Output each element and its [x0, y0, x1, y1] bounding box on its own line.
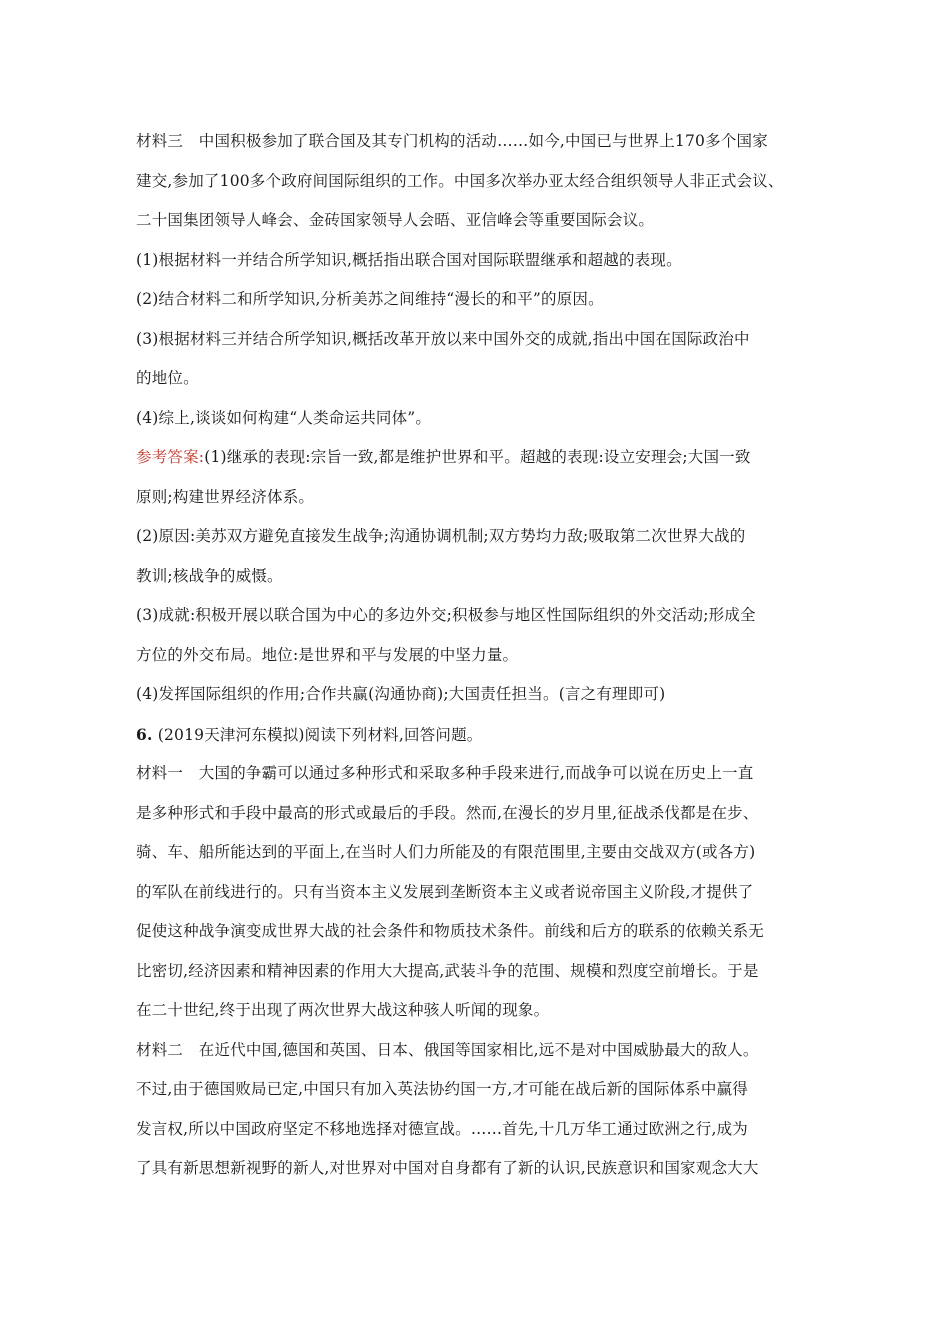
q6-material-2 [136, 1031, 816, 1189]
answer-label: 参考答案: [136, 448, 205, 466]
text-line: 骑、车、船所能达到的平面上,在当时人们力所能及的有限范围里,主要由交战双方(或各方) [136, 843, 756, 861]
question-3: (3)根据材料三并结合所学知识,概括改革开放以来中国外交的成就,指出中国在国际政治中 [136, 329, 750, 348]
question-6-text: (2019天津河东模拟)阅读下列材料,回答问题。 [152, 725, 483, 744]
question-3-continued: 的地位。 [136, 369, 199, 387]
text-line: 的军队在前线进行的。只有当资本主义发展到垄断资本主义或者说帝国主义阶段,才提供了 [136, 882, 754, 901]
material-3 [136, 122, 816, 241]
text-line: 材料一 大国的争霸可以通过多种形式和采取多种手段来进行,而战争可以说在历史上一直 [136, 764, 754, 782]
text-line: 比密切,经济因素和精神因素的作用大大提高,武装斗争的范围、规模和烈度空前增长。于是 [136, 961, 759, 980]
answer-line: 原则;构建世界经济体系。 [136, 487, 315, 506]
text-line: 材料三 中国积极参加了联合国及其专门机构的活动……如今,中国已与世界上170多个国家 [136, 132, 768, 150]
text-line: 建交,参加了100多个政府间国际组织的工作。中国多次举办亚太经合组织领导人非正式会议、 [136, 171, 784, 190]
question-4: (4)综上,谈谈如何构建“人类命运共同体”。 [136, 408, 432, 427]
text-line: 不过,由于德国败局已定,中国只有加入英法协约国一方,才可能在战后新的国际体系中赢得 [136, 1080, 748, 1098]
answer-text: (1)继承的表现:宗旨一致,都是维护世界和平。超越的表现:设立安理会;大国一致 [204, 448, 751, 466]
text-line: 发言权,所以中国政府坚定不移地选择对德宣战。……首先,十几万华工通过欧洲之行,成为 [136, 1119, 748, 1138]
document-page [136, 122, 816, 1189]
text-line: 材料二 在近代中国,德国和英国、日本、俄国等国家相比,远不是对中国威胁最大的敌人。 [136, 1040, 759, 1059]
answer-line: (3)成就:积极开展以联合国为中心的多边外交;积极参与地区性国际组织的外交活动;形成全 [136, 606, 756, 624]
answer-line: 教训;核战争的威慑。 [136, 566, 283, 585]
text-line: 在二十世纪,终于出现了两次世界大战这种骇人听闻的现象。 [136, 1001, 550, 1019]
question-1: (1)根据材料一并结合所学知识,概括指出联合国对国际联盟继承和超越的表现。 [136, 250, 682, 269]
text-line: 是多种形式和手段中最高的形式或最后的手段。然而,在漫长的岁月里,征战杀伐都是在步、 [136, 803, 759, 822]
answer-line: 方位的外交布局。地位:是世界和平与发展的中坚力量。 [136, 645, 519, 664]
answer-line: (2)原因:美苏双方避免直接发生战争;沟通协调机制;双方势均力敌;吸取第二次世界大战的 [136, 527, 746, 545]
question-6-heading [136, 715, 816, 755]
question-2: (2)结合材料二和所学知识,分析美苏之间维持“漫长的和平”的原因。 [136, 290, 604, 308]
question-number: 6. [136, 724, 153, 744]
reference-answer [136, 438, 816, 715]
answer-first-line [136, 438, 816, 478]
question-list [136, 241, 816, 439]
q6-material-1 [136, 754, 816, 1031]
text-line: 促使这种战争演变成世界大战的社会条件和物质技术条件。前线和后方的联系的依赖关系无 [136, 922, 765, 940]
text-line: 了具有新思想新视野的新人,对世界对中国对自身都有了新的认识,民族意识和国家观念大大 [136, 1159, 759, 1177]
answer-line: (4)发挥国际组织的作用;合作共赢(沟通协商);大国责任担当。(言之有理即可) [136, 685, 666, 703]
text-line: 二十国集团领导人峰会、金砖国家领导人会晤、亚信峰会等重要国际会议。 [136, 211, 655, 229]
